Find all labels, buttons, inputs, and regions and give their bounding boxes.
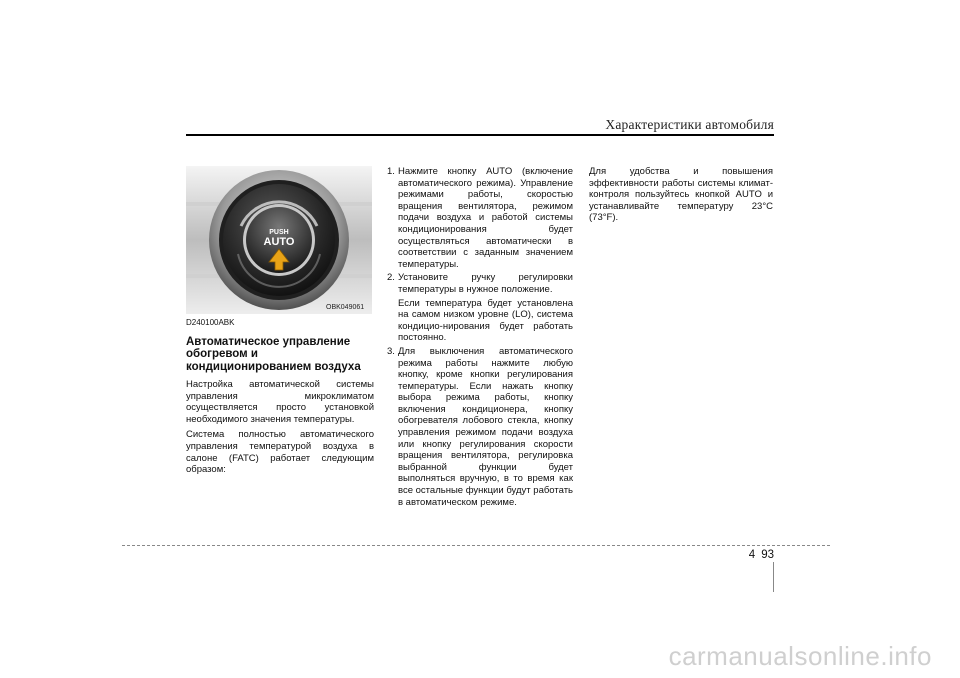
right-column bbox=[589, 166, 773, 228]
page-number bbox=[743, 549, 774, 561]
auto-knob-photo bbox=[186, 166, 372, 314]
step-text: Для выключения автоматического режима работы нажмите любую кнопку, кроме кнопки регулирования температуры. Если нажать кнопку выбора режима работы, кнопку включения кондиционера, кнопку обогревателя лобового стекла, кнопку управления режимом подачи воздуха или кнопку регулирования скорости вращения вентилятора, регулировка выбранной функции будет выполняться вручную, в то время как все остальные функции будут работать в автоматическом режиме. bbox=[398, 345, 573, 508]
step-number: 3. bbox=[387, 345, 395, 357]
paragraph: Система полностью автоматического управления температурой воздуха в салоне (FATC) работает следующим образом: bbox=[186, 429, 374, 476]
header-rule bbox=[186, 134, 774, 136]
photo-code: OBK049061 bbox=[326, 304, 365, 311]
header-title: Характеристики автомобиля bbox=[605, 117, 774, 132]
step-number: 1. bbox=[387, 166, 395, 177]
section-code: D240100ABK bbox=[186, 318, 235, 327]
left-column bbox=[186, 317, 374, 480]
footer-divider bbox=[122, 545, 830, 546]
list-item bbox=[387, 272, 573, 344]
list-item bbox=[387, 346, 573, 508]
section-heading: Автоматическое управление обогревом и кондиционированием воздуха bbox=[186, 335, 361, 374]
knob-push-label: PUSH bbox=[269, 229, 289, 236]
chapter-number: 4 bbox=[748, 549, 756, 561]
step-text: Установите ручку регулировки температуры в нужное положение. bbox=[398, 272, 573, 295]
footer-vertical-rule bbox=[773, 562, 774, 592]
page-number-value: 93 bbox=[761, 549, 774, 561]
watermark: carmanualsonline.info bbox=[668, 641, 932, 671]
knob-auto-label: AUTO bbox=[263, 236, 295, 248]
step-note: Если температура будет установлена на самом низком уровне (LO), система кондицио-нирования будет работать постоянно. bbox=[398, 297, 573, 344]
paragraph: Для удобства и повышения эффективности работы системы климат-контроля пользуйтесь кнопкой AUTO и устанавливайте температуру 23°C (73°F). bbox=[589, 166, 773, 224]
list-item bbox=[387, 166, 573, 270]
paragraph: Настройка автоматической системы управления микроклиматом осуществляется просто установкой необходимого значения температуры. bbox=[186, 378, 374, 425]
step-text: Нажмите кнопку AUTO (включение автоматического режима). Управление режимами работы, скоростью вращения вентилятора, режимом подачи воздуха и работой системы кондиционирования будет осуществляться автоматически в соответствии с заданным значением температуры. bbox=[398, 166, 573, 270]
steps-list bbox=[387, 166, 573, 508]
middle-column bbox=[387, 166, 573, 510]
step-number: 2. bbox=[387, 272, 395, 284]
